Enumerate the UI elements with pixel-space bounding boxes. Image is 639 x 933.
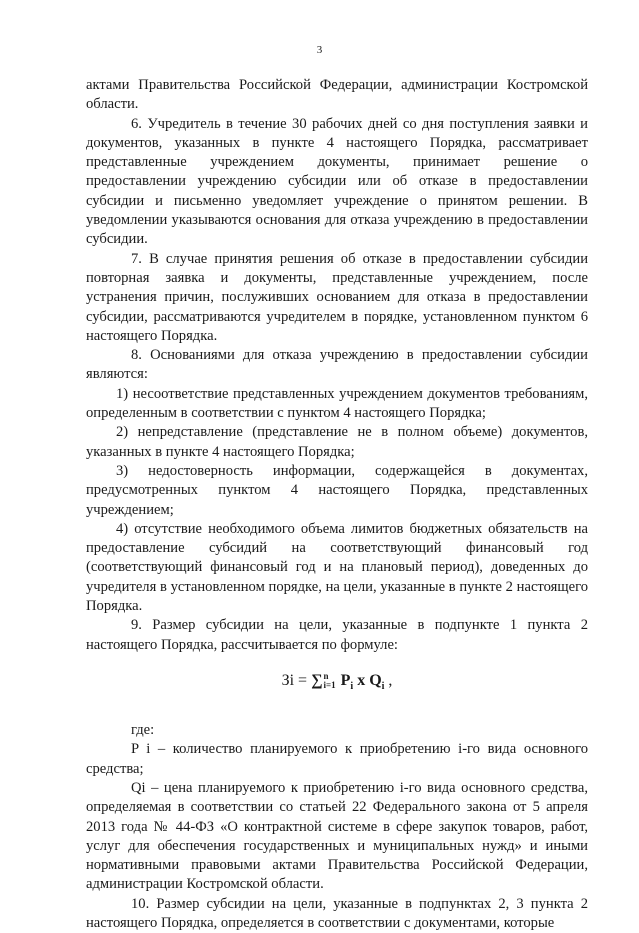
paragraph-8-item-1: 1) несоответствие представленных учреждением документов требованиям, определенным в соответствии с пунктом 4 настоящего Порядка;	[86, 385, 588, 422]
formula-q-sub: i	[381, 681, 385, 693]
formula-q: Q	[369, 671, 382, 689]
document-body	[86, 76, 588, 933]
formula-p-sub: i	[350, 681, 354, 693]
definition-q: Qi – цена планируемого к приобретению i-го вида основного средства, определяемая в соответствии со статьей 22 Федерального закона от 5 апреля 2013 года № 44-ФЗ «О контрактной системе в сфере закупок товаров, работ, услуг для обеспечения государственных и муниципальных нужд» и иными нормативными правовыми актами Правительства Российской Федерации, администрации Костромской области.	[86, 779, 588, 893]
formula-sum-lower: i=1	[323, 680, 336, 691]
formula-times: x	[357, 671, 366, 689]
page-number: 3	[316, 44, 323, 56]
paragraph-10: 10. Размер субсидии на цели, указанные в подпунктах 2, 3 пункта 2 настоящего Порядка, определяется в соответствии с документами, которые	[86, 895, 588, 932]
subsidy-formula	[86, 669, 588, 699]
paragraph-7: 7. В случае принятия решения об отказе в предоставлении субсидии повторная заявка и документы, представленные учреждением, после устранения причин, послуживших основанием для отказа в предоставлении субсидии, рассматриваются учредителем в порядке, установленном пунктом 6 настоящего Порядка.	[86, 250, 588, 344]
formula-equals: =	[298, 671, 308, 689]
paragraph-8-item-3: 3) недостоверность информации, содержащейся в документах, предусмотренных пунктом 4 настоящего Порядка, представленных учреждением;	[86, 462, 588, 518]
paragraph-8-item-2: 2) непредставление (представление не в полном объеме) документов, указанных в пункте 4 настоящего Порядка;	[86, 424, 588, 460]
definition-p: P i – количество планируемого к приобретению i-го вида основного средства;	[86, 741, 588, 777]
formula-lhs: Зi	[281, 671, 295, 689]
formula-comma: ,	[388, 671, 393, 689]
formula-sum-limits	[323, 672, 335, 690]
paragraph-9: 9. Размер субсидии на цели, указанные в подпункте 1 пункта 2 настоящего Порядка, рассчитывается по формуле:	[86, 617, 588, 653]
formula-sum-upper: n	[323, 671, 329, 682]
formula-p: P	[340, 671, 351, 689]
paragraph-continuation: актами Правительства Российской Федерации, администрации Костромской области.	[86, 77, 588, 113]
paragraph-8: 8. Основаниями для отказа учреждению в предоставлении субсидии являются:	[86, 347, 588, 383]
paragraph-8-item-4: 4) отсутствие необходимого объема лимитов бюджетных обязательств на предоставление субсидий на соответствующий финансовый год (соответствующий финансовый год и на плановый период), доведенных до учредителя в установленном порядке, на цели, указанные в пункте 2 настоящего Порядка.	[86, 520, 588, 615]
where-label: где:	[131, 722, 155, 739]
formula-sum-sign: ∑	[311, 671, 323, 689]
paragraph-6: 6. Учредитель в течение 30 рабочих дней со дня поступления заявки и документов, указанных в пункте 4 настоящего Порядка, рассматривает представленные учреждением документы, принимает решение о предоставлении учреждению субсидии или об отказе в предоставлении субсидии и письменно уведомляет учреждение о принятом решении. В уведомлении указываются основания для отказа учреждению в предоставлении субсидии.	[86, 115, 588, 248]
